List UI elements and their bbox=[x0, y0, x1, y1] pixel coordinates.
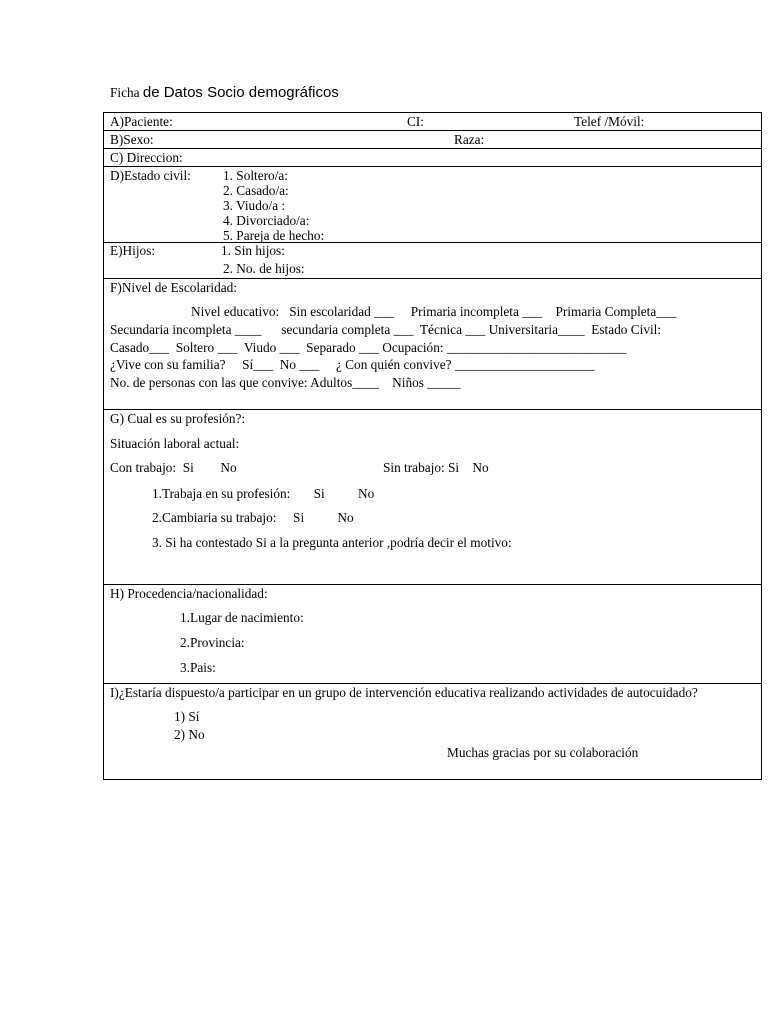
row-c bbox=[104, 149, 761, 166]
escolaridad-line[interactable]: Nivel educativo: Sin escolaridad ___ Primaria incompleta ___ Primaria Completa___ bbox=[191, 304, 677, 319]
estado-civil-option[interactable]: 4. Divorciado/a: bbox=[223, 213, 310, 228]
label-paciente[interactable]: A)Paciente: bbox=[110, 114, 173, 129]
label-hijos: E)Hijos: bbox=[110, 243, 156, 258]
escolaridad-line[interactable]: No. de personas con las que convive: Adultos____ Niños _____ bbox=[110, 375, 461, 390]
estado-civil-option[interactable]: 1. Soltero/a: bbox=[223, 168, 288, 183]
question-motivo[interactable]: 3. Si ha contestado Si a la pregunta anterior ,podría decir el motivo: bbox=[152, 535, 512, 550]
row-f bbox=[104, 279, 761, 409]
question-cambiaria-trabajo[interactable]: 2.Cambiaria su trabajo: Si No bbox=[152, 510, 354, 525]
question-trabaja-profesion[interactable]: 1.Trabaja en su profesión: Si No bbox=[152, 486, 375, 501]
intervencion-option[interactable]: 1) Sí bbox=[174, 709, 200, 724]
intervencion-option[interactable]: 2) No bbox=[174, 727, 205, 742]
estado-civil-option[interactable]: 5. Pareja de hecho: bbox=[223, 228, 325, 243]
label-situacion-laboral: Situación laboral actual: bbox=[110, 436, 240, 451]
row-i bbox=[104, 684, 761, 779]
procedencia-item[interactable]: 1.Lugar de nacimiento: bbox=[180, 610, 304, 625]
hijos-option[interactable]: 1. Sin hijos: bbox=[221, 243, 285, 258]
estado-civil-option[interactable]: 3. Viudo/a : bbox=[223, 198, 286, 213]
label-procedencia: H) Procedencia/nacionalidad: bbox=[110, 586, 268, 601]
row-h bbox=[104, 585, 761, 683]
row-e bbox=[104, 243, 761, 278]
label-estado-civil: D)Estado civil: bbox=[110, 168, 191, 183]
label-direccion[interactable]: C) Direccion: bbox=[110, 150, 183, 165]
row-a bbox=[104, 113, 761, 130]
con-trabajo[interactable]: Con trabajo: Si No bbox=[110, 460, 237, 475]
hijos-option[interactable]: 2. No. de hijos: bbox=[223, 261, 305, 276]
row-d bbox=[104, 167, 761, 242]
escolaridad-line[interactable]: ¿Vive con su familia? Sí___ No ___ ¿ Con quién convive? _____________________ bbox=[110, 357, 595, 372]
page-title bbox=[110, 84, 339, 101]
question-intervencion: I)¿Estaría dispuesto/a participar en un grupo de intervención educativa realizando actividades de autocuidado? bbox=[110, 685, 698, 700]
label-nivel-escolaridad: F)Nivel de Escolaridad: bbox=[110, 280, 238, 295]
row-b bbox=[104, 131, 761, 148]
sin-trabajo[interactable]: Sin trabajo: Si No bbox=[383, 460, 489, 475]
label-profesion[interactable]: G) Cual es su profesión?: bbox=[110, 411, 246, 426]
sociodemographic-form bbox=[103, 112, 762, 780]
label-telefono[interactable]: Telef /Móvil: bbox=[574, 114, 645, 129]
label-sexo[interactable]: B)Sexo: bbox=[110, 132, 154, 147]
procedencia-item[interactable]: 2.Provincia: bbox=[180, 635, 245, 650]
label-ci[interactable]: CI: bbox=[407, 114, 424, 129]
escolaridad-line[interactable]: Casado___ Soltero ___ Viudo ___ Separado ___ Ocupación: ___________________________ bbox=[110, 340, 627, 355]
procedencia-item[interactable]: 3.Pais: bbox=[180, 660, 216, 675]
title-main: de Datos Socio demográficos bbox=[142, 84, 339, 101]
escolaridad-line[interactable]: Secundaria incompleta ____ secundaria completa ___ Técnica ___ Universitaria____ Estado Civil: bbox=[110, 322, 662, 337]
row-g bbox=[104, 410, 761, 584]
thanks-text: Muchas gracias por su colaboración bbox=[447, 745, 639, 760]
estado-civil-option[interactable]: 2. Casado/a: bbox=[223, 183, 289, 198]
label-raza[interactable]: Raza: bbox=[454, 132, 485, 147]
title-prefix: Ficha bbox=[110, 85, 140, 100]
